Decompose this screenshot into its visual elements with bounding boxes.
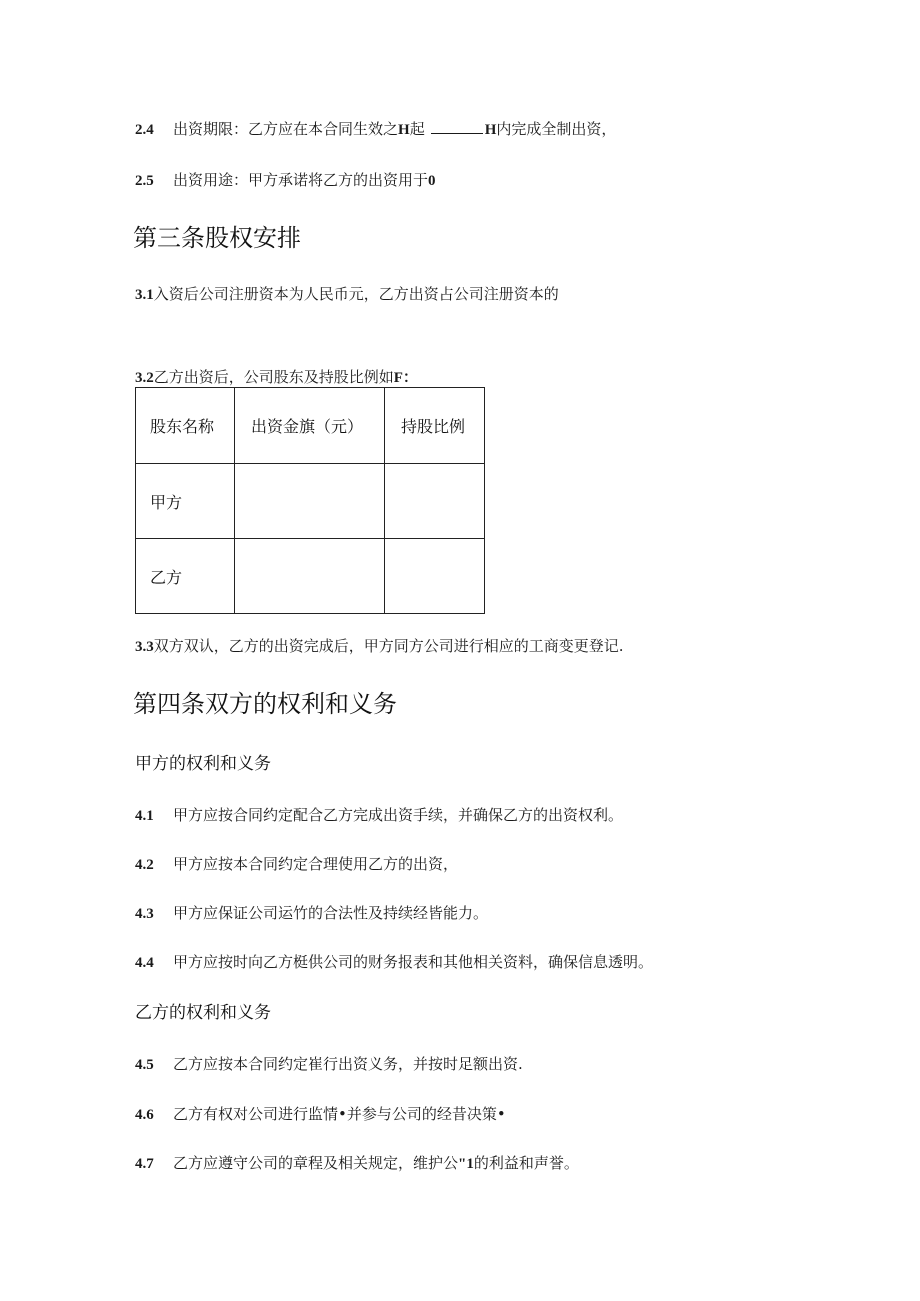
item-number: 2.5 [135, 173, 154, 189]
item-number: 4.5 [135, 1057, 154, 1073]
item-text: 入资后公司注册资本为人民币元，乙方出资占公司注册资本的 [153, 285, 559, 303]
shareholding-table [135, 387, 485, 614]
item-text: 乙方应遵守公司的章程及相关规定，维护公 [173, 1154, 459, 1172]
item-3-3 [135, 636, 624, 657]
table-row [136, 464, 485, 539]
item-text: 甲方应按合同约定配合乙方完成出资手续，并确保乙方的出资权利。 [173, 806, 624, 824]
item-4-7 [135, 1153, 579, 1174]
item-text: 甲方应按本合同约定合理使用乙方的出资， [173, 855, 459, 873]
item-number: 2.4 [135, 122, 154, 138]
item-4-6 [135, 1104, 506, 1125]
item-text: 甲方应保证公司运竹的合法性及持续经皆能力。 [173, 904, 489, 922]
fill-blank[interactable] [431, 120, 483, 134]
item-text: 乙方有权对公司进行监情•并参与公司的经昔决策• [173, 1105, 506, 1123]
item-number: 4.6 [135, 1107, 154, 1123]
item-text: 出资期限：乙方应在本合同生效之 [173, 120, 399, 138]
item-4-3 [135, 903, 488, 924]
party-a-heading: 甲方的权利和义务 [135, 754, 271, 774]
item-2-4 [135, 119, 616, 140]
header-contribution-amount: 出资金旗（元） [235, 388, 385, 464]
item-4-5 [135, 1054, 523, 1075]
item-3-2 [135, 367, 418, 388]
item-number: 3.2 [135, 370, 154, 386]
item-4-4 [135, 952, 653, 973]
table-row [136, 539, 485, 614]
cell-amount[interactable] [235, 539, 385, 614]
item-number: 4.2 [135, 857, 154, 873]
item-number: 4.1 [135, 808, 154, 824]
ocr-mark: "1 [458, 1156, 474, 1172]
item-4-2 [135, 854, 458, 875]
item-3-1 [135, 284, 559, 305]
table-header-row [136, 388, 485, 464]
item-text: 起 [409, 120, 425, 138]
party-b-heading: 乙方的权利和义务 [135, 1003, 271, 1023]
cell-ratio[interactable] [385, 464, 485, 539]
item-2-5 [135, 170, 436, 191]
item-number: 3.3 [135, 639, 154, 655]
clause-3-title: 第三条股权安排 [133, 224, 301, 252]
cell-amount[interactable] [235, 464, 385, 539]
item-number: 4.4 [135, 955, 154, 971]
item-text: 乙方应按本合同约定崔行出资义务，并按时足额出资. [173, 1055, 523, 1073]
cell-shareholder: 甲方 [136, 464, 235, 539]
ocr-mark: 0 [428, 173, 436, 189]
header-shareholder-name: 股东名称 [136, 388, 235, 464]
item-text: 甲方应按时向乙方梃供公司的财务报表和其他相关资料，确保信息透明。 [173, 953, 654, 971]
clause-4-title: 第四条双方的权利和义务 [133, 690, 397, 718]
ocr-mark: H [398, 122, 410, 138]
cell-shareholder: 乙方 [136, 539, 235, 614]
ocr-mark: F： [393, 370, 418, 386]
item-number: 4.7 [135, 1156, 154, 1172]
item-text: 内完成全制出资， [496, 120, 617, 138]
item-text: 双方双认，乙方的出资完成后，甲方同方公司进行相应的工商变更登记. [153, 637, 624, 655]
item-text: 的利益和声誉。 [473, 1154, 579, 1172]
item-4-1 [135, 805, 623, 826]
ocr-mark: H [484, 122, 497, 138]
header-holding-ratio: 持股比例 [385, 388, 485, 464]
item-number: 4.3 [135, 906, 154, 922]
cell-ratio[interactable] [385, 539, 485, 614]
item-text: 乙方出资后，公司股东及持股比例如 [153, 368, 394, 386]
item-text: 出资用途：甲方承诺将乙方的出资用于 [173, 171, 429, 189]
item-number: 3.1 [135, 287, 154, 303]
